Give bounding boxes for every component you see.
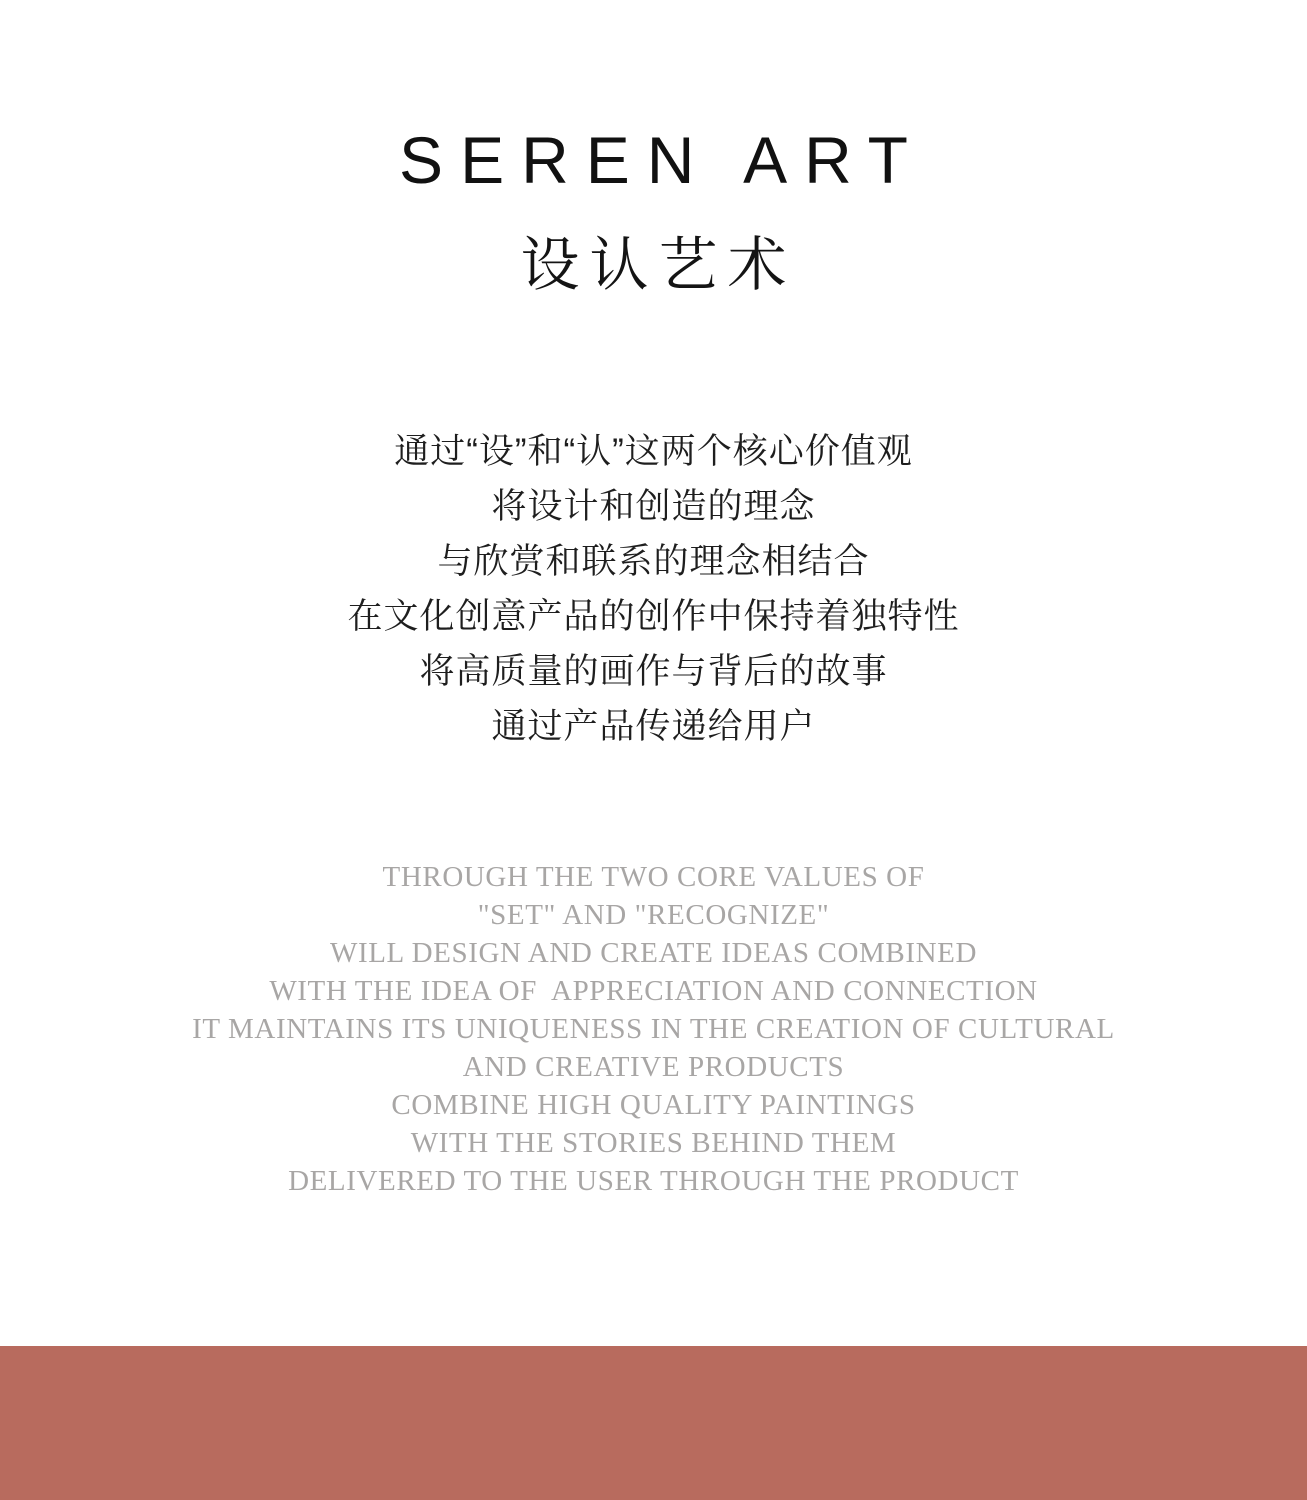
footer-color-band bbox=[0, 1346, 1307, 1500]
statement-chinese bbox=[0, 424, 1307, 754]
statement-english bbox=[0, 858, 1307, 1200]
statement-english-line: IT MAINTAINS ITS UNIQUENESS IN THE CREATION OF CULTURAL bbox=[192, 1013, 1115, 1046]
statement-english-line: WILL DESIGN AND CREATE IDEAS COMBINED bbox=[329, 937, 977, 970]
statement-english-line: DELIVERED TO THE USER THROUGH THE PRODUCT bbox=[288, 1165, 1019, 1198]
statement-english-line: COMBINE HIGH QUALITY PAINTINGS bbox=[391, 1089, 916, 1122]
statement-chinese-line: 在文化创意产品的创作中保持着独特性 bbox=[347, 597, 960, 637]
statement-english-line: AND CREATIVE PRODUCTS bbox=[462, 1051, 845, 1084]
statement-english-line: WITH THE STORIES BEHIND THEM bbox=[410, 1127, 897, 1160]
brand-name-chinese: 设认艺术 bbox=[520, 232, 797, 299]
statement-chinese-line: 通过产品传递给用户 bbox=[491, 707, 816, 747]
statement-chinese-line: 与欣赏和联系的理念相结合 bbox=[437, 542, 870, 582]
statement-chinese-line: 将高质量的画作与背后的故事 bbox=[419, 652, 888, 692]
brand-header bbox=[0, 123, 1307, 302]
statement-english-line: "SET" AND "RECOGNIZE" bbox=[477, 899, 830, 932]
statement-chinese-line: 将设计和创造的理念 bbox=[491, 487, 816, 527]
statement-chinese-line: 通过“设”和“认”这两个核心价值观 bbox=[394, 432, 913, 472]
statement-english-line: THROUGH THE TWO CORE VALUES OF bbox=[382, 861, 925, 894]
brand-name-english: SEREN ART bbox=[399, 123, 925, 197]
statement-english-line: WITH THE IDEA OF APPRECIATION AND CONNECTION bbox=[269, 975, 1038, 1008]
